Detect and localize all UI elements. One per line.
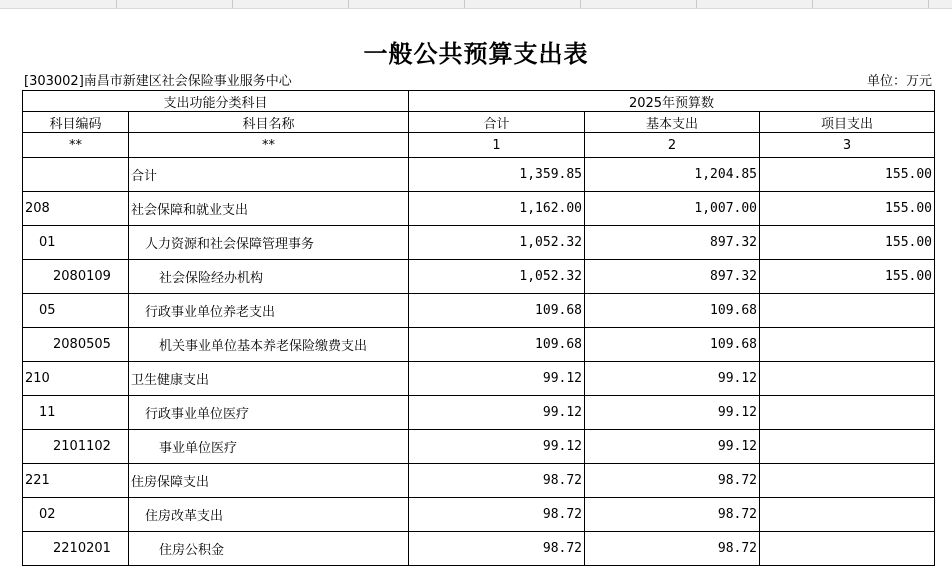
cell-code: 01 [23, 226, 129, 260]
cell-code: 2080505 [23, 328, 129, 362]
header-code: 科目编码 [23, 112, 129, 133]
cell-project: 155.00 [760, 260, 935, 294]
cell-total: 109.68 [409, 328, 585, 362]
cell-basic: 1,007.00 [585, 192, 760, 226]
table-row [23, 192, 935, 226]
cell-name: 机关事业单位基本养老保险缴费支出 [129, 328, 409, 362]
index-basic: 2 [585, 133, 760, 158]
cell-basic: 99.12 [585, 396, 760, 430]
cell-name: 合计 [129, 158, 409, 192]
header-project: 项目支出 [760, 112, 935, 133]
cell-project [760, 362, 935, 396]
table-row [23, 498, 935, 532]
header-total: 合计 [409, 112, 585, 133]
cell-code: 11 [23, 396, 129, 430]
cell-project [760, 532, 935, 566]
cell-project: 155.00 [760, 158, 935, 192]
header-row-index [23, 133, 935, 158]
cell-code: 2210201 [23, 532, 129, 566]
cell-code [23, 158, 129, 192]
index-name: ** [129, 133, 409, 158]
table-row [23, 532, 935, 566]
cell-basic: 897.32 [585, 226, 760, 260]
cell-total: 98.72 [409, 532, 585, 566]
cell-name: 行政事业单位养老支出 [129, 294, 409, 328]
cell-total: 98.72 [409, 498, 585, 532]
header-name: 科目名称 [129, 112, 409, 133]
cell-name: 行政事业单位医疗 [129, 396, 409, 430]
header-basic: 基本支出 [585, 112, 760, 133]
table-row [23, 328, 935, 362]
cell-total: 1,052.32 [409, 260, 585, 294]
cell-basic: 98.72 [585, 464, 760, 498]
cell-code: 221 [23, 464, 129, 498]
cell-basic: 99.12 [585, 430, 760, 464]
cell-total: 1,359.85 [409, 158, 585, 192]
cell-project [760, 464, 935, 498]
cell-code: 2080109 [23, 260, 129, 294]
cell-name: 住房改革支出 [129, 498, 409, 532]
cell-basic: 897.32 [585, 260, 760, 294]
cell-code: 05 [23, 294, 129, 328]
index-project: 3 [760, 133, 935, 158]
cell-total: 98.72 [409, 464, 585, 498]
table-row [23, 158, 935, 192]
index-total: 1 [409, 133, 585, 158]
cell-name: 事业单位医疗 [129, 430, 409, 464]
cell-basic: 99.12 [585, 362, 760, 396]
cell-total: 109.68 [409, 294, 585, 328]
header-group-functional: 支出功能分类科目 [23, 91, 409, 112]
cell-name: 住房保障支出 [129, 464, 409, 498]
cell-project: 155.00 [760, 226, 935, 260]
table-row [23, 362, 935, 396]
cell-total: 99.12 [409, 430, 585, 464]
header-row-columns [23, 112, 935, 133]
header-row-group [23, 91, 935, 112]
index-code: ** [23, 133, 129, 158]
cell-basic: 1,204.85 [585, 158, 760, 192]
table-row [23, 464, 935, 498]
budget-table [22, 90, 935, 566]
spreadsheet-column-strip [0, 0, 952, 9]
header-group-budget: 2025年预算数 [409, 91, 935, 112]
table-row [23, 396, 935, 430]
cell-code: 208 [23, 192, 129, 226]
cell-code: 2101102 [23, 430, 129, 464]
cell-project [760, 498, 935, 532]
cell-project [760, 328, 935, 362]
cell-name: 住房公积金 [129, 532, 409, 566]
cell-total: 1,162.00 [409, 192, 585, 226]
cell-code: 210 [23, 362, 129, 396]
cell-name: 卫生健康支出 [129, 362, 409, 396]
cell-project: 155.00 [760, 192, 935, 226]
cell-total: 1,052.32 [409, 226, 585, 260]
unit-label: 单位：万元 [866, 74, 932, 89]
table-row [23, 294, 935, 328]
cell-project [760, 396, 935, 430]
table-row [23, 226, 935, 260]
cell-name: 社会保障和就业支出 [129, 192, 409, 226]
cell-basic: 98.72 [585, 532, 760, 566]
cell-name: 人力资源和社会保障管理事务 [129, 226, 409, 260]
cell-name: 社会保险经办机构 [129, 260, 409, 294]
cell-basic: 109.68 [585, 294, 760, 328]
page-title: 一般公共预算支出表 [363, 39, 589, 68]
table-row [23, 260, 935, 294]
cell-code: 02 [23, 498, 129, 532]
cell-basic: 98.72 [585, 498, 760, 532]
cell-basic: 109.68 [585, 328, 760, 362]
cell-project [760, 430, 935, 464]
cell-total: 99.12 [409, 396, 585, 430]
cell-project [760, 294, 935, 328]
unit-name: [303002]南昌市新建区社会保险事业服务中心 [24, 74, 292, 89]
cell-total: 99.12 [409, 362, 585, 396]
table-row [23, 430, 935, 464]
